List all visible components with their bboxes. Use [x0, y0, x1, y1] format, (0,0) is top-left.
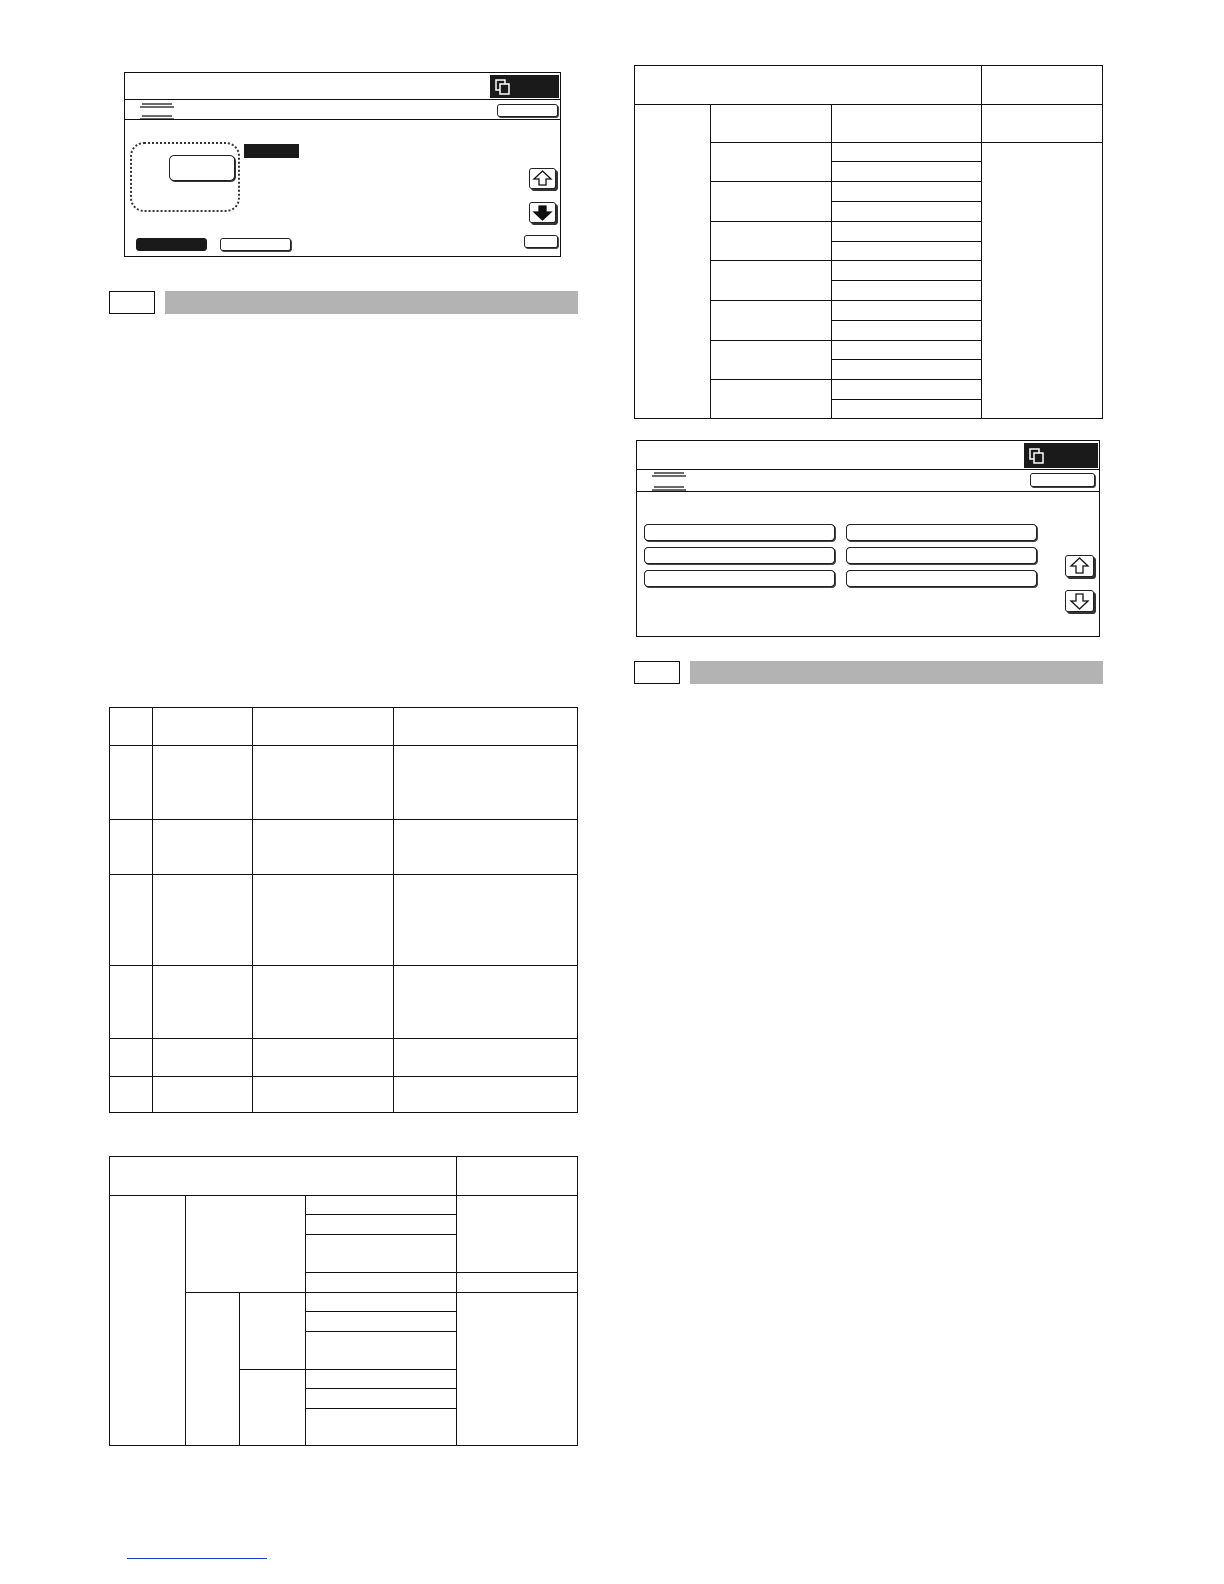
up-arrow-icon — [1066, 556, 1093, 576]
option-button-4[interactable] — [846, 547, 1037, 564]
option-button-3[interactable] — [644, 547, 835, 564]
copy-mode-badge[interactable] — [490, 75, 559, 98]
section-title-bar — [690, 661, 1103, 684]
section-number-box — [634, 661, 680, 684]
header-divider — [637, 491, 1099, 492]
down-arrow-icon — [530, 203, 555, 222]
table-3 — [634, 65, 1103, 419]
header-button[interactable] — [1030, 473, 1095, 487]
scroll-up-button[interactable] — [1065, 555, 1094, 577]
footer-link[interactable] — [127, 1558, 267, 1559]
option-button-6[interactable] — [846, 570, 1037, 587]
down-arrow-icon — [1066, 591, 1093, 611]
section-title-bar — [165, 291, 578, 314]
menu-lines-icon — [139, 101, 175, 121]
settings-screen-panel — [124, 72, 561, 257]
table-1 — [109, 707, 578, 1113]
option-button-1[interactable] — [644, 524, 835, 541]
option-button-5[interactable] — [644, 570, 835, 587]
header-button[interactable] — [497, 104, 558, 117]
scroll-down-button[interactable] — [529, 202, 556, 223]
copy-icon — [1029, 448, 1045, 464]
ok-button[interactable] — [524, 235, 558, 248]
tab-selected[interactable] — [136, 238, 207, 251]
tab-unselected[interactable] — [220, 238, 291, 251]
table-2 — [109, 1156, 578, 1446]
copy-mode-badge[interactable] — [1024, 443, 1098, 468]
menu-lines-icon — [651, 470, 687, 492]
highlight-tag — [244, 144, 299, 158]
copy-icon — [495, 79, 511, 95]
scroll-up-button[interactable] — [529, 168, 556, 189]
header-divider — [125, 119, 560, 120]
title-bar-divider — [125, 99, 560, 100]
option-button-2[interactable] — [846, 524, 1037, 541]
title-bar-divider — [637, 469, 1099, 470]
section-number-box — [109, 291, 155, 314]
up-arrow-icon — [530, 169, 555, 188]
value-field[interactable] — [169, 155, 235, 181]
selection-screen-panel — [636, 440, 1100, 637]
scroll-down-button[interactable] — [1065, 590, 1094, 612]
